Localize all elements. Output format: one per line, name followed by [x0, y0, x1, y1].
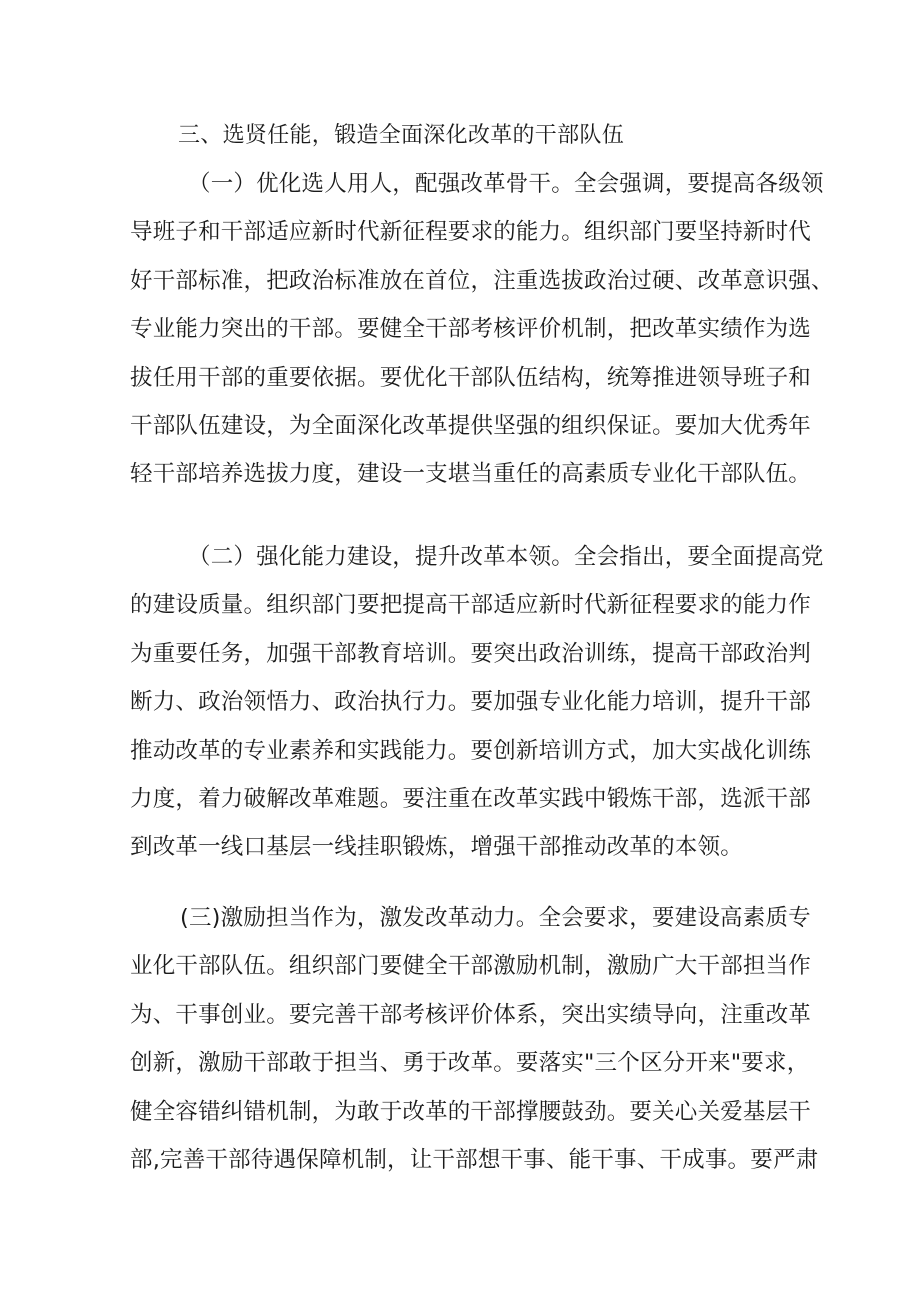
paragraph-line: 轻干部培养选拔力度，建设一支堪当重任的高素质专业化干部队伍。 — [130, 461, 812, 488]
section-heading: 三、选贤任能，锻造全面深化改革的干部队伍 — [178, 123, 625, 148]
paragraph-3 — [130, 894, 819, 1184]
paragraph-1 — [130, 160, 834, 499]
paragraph-line: 推动改革的专业素养和实践能力。要创新培训方式，加大实战化训练 — [130, 737, 812, 764]
paragraph-line: (三)激励担当作为，激发改革动力。全会要求，要建设高素质专 — [180, 905, 811, 931]
paragraph-line: （二）强化能力建设，提升改革本领。全会指出，要全面提高党 — [188, 544, 824, 570]
paragraph-line: 导班子和干部适应新时代新征程要求的能力。组织部门要坚持新时代 — [130, 219, 812, 246]
paragraph-2 — [130, 533, 824, 872]
paragraph-line: 健全容错纠错机制，为敢于改革的干部撑腰鼓劲。要关心关爱基层干 — [130, 1098, 812, 1125]
paragraph-line: 拔任用干部的重要依据。要优化干部队伍结构，统筹推进领导班子和 — [130, 364, 812, 391]
paragraph-line: 断力、政治领悟力、政治执行力。要加强专业化能力培训，提升干部 — [130, 689, 812, 716]
paragraph-line: 为、干事创业。要完善干部考核评价体系，突出实绩导向，注重改革 — [130, 1001, 812, 1028]
paragraph-line: 创新，激励干部敢于担当、勇于改革。要落实"三个区分开来"要求， — [130, 1050, 810, 1077]
paragraph-line: 为重要任务，加强干部教育培训。要突出政治训练，提高干部政治判 — [130, 640, 812, 667]
paragraph-line: （一）优化选人用人，配强改革骨干。全会强调，要提高各级领 — [188, 171, 824, 197]
paragraph-line: 到改革一线口基层一线挂职锻炼，增强干部推动改革的本领。 — [130, 834, 743, 861]
paragraph-line: 业化干部队伍。组织部门要健全干部激励机制，激励广大干部担当作 — [130, 953, 812, 980]
paragraph-line: 好干部标准，把政治标准放在首位，注重选拔政治过硬、改革意识强、 — [130, 267, 834, 294]
paragraph-line: 力度，着力破解改革难题。要注重在改革实践中锻炼干部，选派干部 — [130, 785, 812, 812]
paragraph-line: 干部队伍建设，为全面深化改革提供坚强的组织保证。要加大优秀年 — [130, 412, 812, 439]
paragraph-line: 专业能力突出的干部。要健全干部考核评价机制，把改革实绩作为选 — [130, 316, 812, 343]
paragraph-line: 部,完善干部待遇保障机制，让干部想干事、能干事、干成事。要严肃 — [130, 1146, 819, 1173]
paragraph-line: 的建设质量。组织部门要把提高干部适应新时代新征程要求的能力作 — [130, 592, 812, 619]
